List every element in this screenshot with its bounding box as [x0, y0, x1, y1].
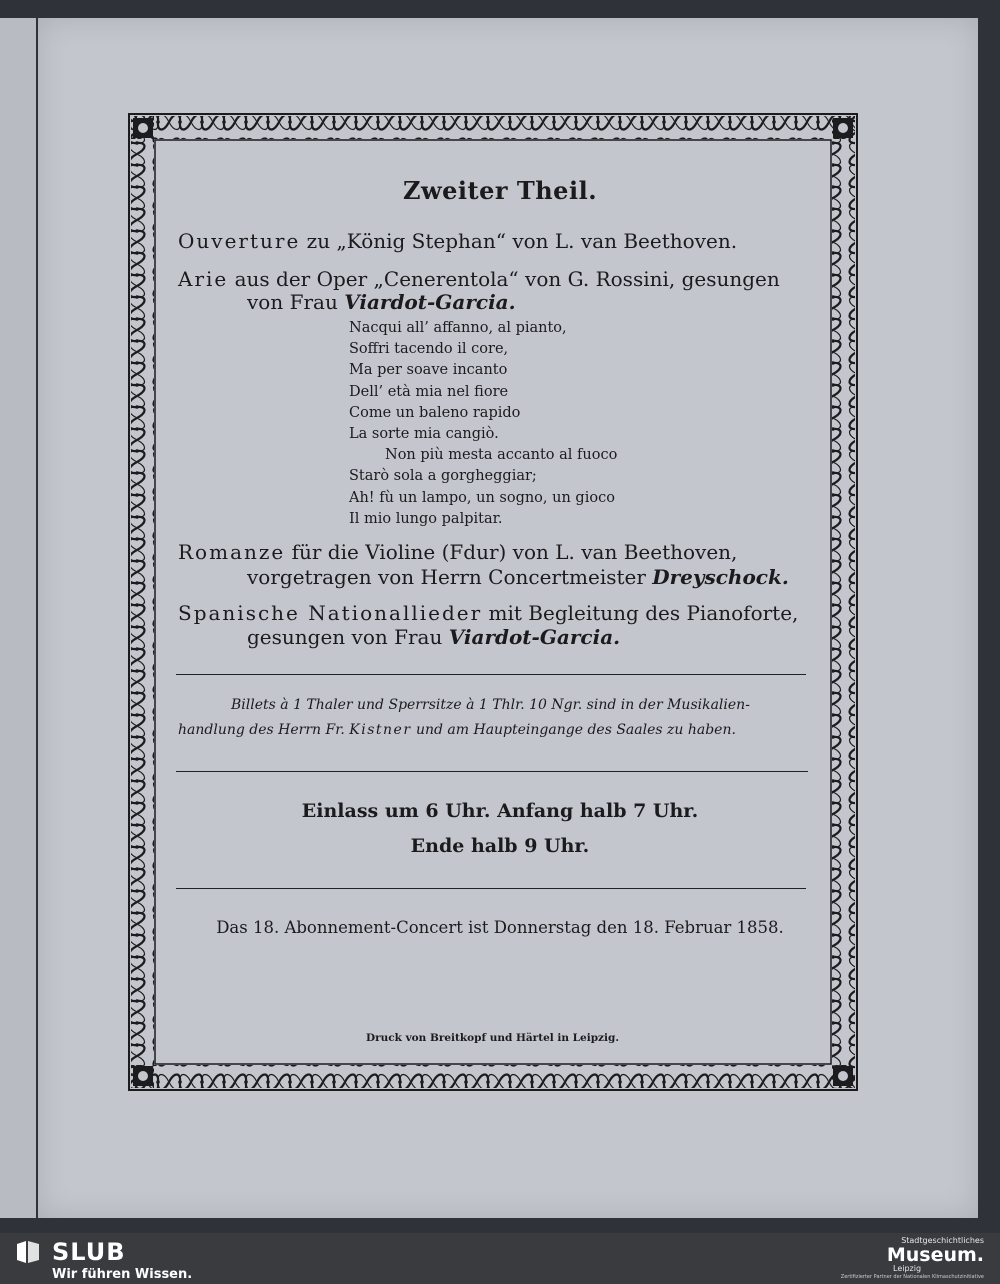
divider: [176, 674, 806, 675]
verse-line: Soffri tacendo il core,: [349, 341, 509, 358]
item-text: zu „König Stephan“ von L. van Beethoven.: [300, 229, 738, 253]
dealer-name: Kistner: [349, 722, 412, 738]
museum-city: Leipzig: [893, 1264, 922, 1273]
end-time: Ende halb 9 Uhr.: [410, 835, 590, 857]
museum-certification: Zertifizierter Partner der Nationalen Klimaschutzinitiative: [840, 1274, 984, 1280]
verse-line: Come un baleno rapido: [349, 404, 521, 421]
item-text: vorgetragen von Herrn Concertmeister: [247, 565, 653, 589]
program-item-spanish-songs-line2: [247, 625, 620, 649]
item-text: aus der Oper „Cenerentola“ von G. Rossini, gesungen: [228, 267, 780, 291]
section-title: Zweiter Theil.: [402, 176, 598, 205]
museum-name[interactable]: Museum.: [886, 1244, 984, 1266]
program-item-aria-line2: [247, 290, 516, 314]
verse-line: La sorte mia cangiò.: [349, 426, 499, 443]
item-lead: Spanische Nationallieder: [178, 601, 483, 625]
item-lead: Romanze: [178, 540, 286, 564]
item-text: mit Begleitung des Pianoforte,: [482, 601, 799, 625]
program-item-romanze-line2: [247, 565, 789, 589]
performer-name: Dreyschock.: [652, 565, 789, 589]
next-concert-notice: Das 18. Abonnement-Concert ist Donnerstag den 18. Februar 1858.: [216, 918, 784, 937]
verse-line: Il mio lungo palpitar.: [349, 510, 503, 527]
tickets-line2: [178, 722, 736, 738]
divider: [176, 771, 808, 772]
item-text: von Frau: [247, 290, 345, 314]
verse-line: Starò sola a gorgheggiar;: [349, 468, 537, 485]
item-text: für die Violine (Fdur) von L. van Beethoven,: [285, 540, 738, 564]
printer-imprint: Druck von Breitkopf und Härtel in Leipzig.: [365, 1032, 620, 1044]
performer-name: Viardot-Garcia.: [344, 290, 516, 314]
item-lead: Ouverture: [178, 229, 301, 253]
item-text: gesungen von Frau: [247, 625, 449, 649]
library-name[interactable]: SLUB: [52, 1238, 126, 1266]
verse-line: Dell’ età mia nel fiore: [349, 383, 509, 400]
verse-line: Non più mesta accanto al fuoco: [385, 447, 618, 464]
program-item-spanish-songs: [178, 601, 798, 625]
tickets-text: handlung des Herrn Fr.: [178, 722, 350, 738]
admission-times: Einlass um 6 Uhr. Anfang halb 7 Uhr.: [301, 800, 699, 822]
verse-line: Nacqui all’ affanno, al pianto,: [349, 320, 567, 336]
program-item-romanze: [178, 540, 737, 564]
program-item-overture: [178, 229, 737, 253]
aria-verse: [349, 318, 617, 530]
tickets-line1: Billets à 1 Thaler und Sperrsitze à 1 Thlr. 10 Ngr. sind in der Musikalien-: [231, 697, 750, 713]
program-item-aria: [178, 267, 780, 291]
performer-name: Viardot-Garcia.: [448, 625, 621, 649]
slub-logo-icon: [14, 1238, 42, 1266]
item-lead: Arie: [178, 267, 229, 291]
divider: [176, 888, 806, 889]
verse-line: Ah! fù un lampo, un sogno, un gioco: [349, 489, 615, 506]
library-slogan: Wir führen Wissen.: [52, 1267, 193, 1282]
museum-label-top: Stadtgeschichtliches: [901, 1236, 984, 1245]
verse-line: Ma per soave incanto: [349, 362, 508, 379]
tickets-text: und am Haupteingange des Saales zu haben.: [411, 722, 736, 738]
